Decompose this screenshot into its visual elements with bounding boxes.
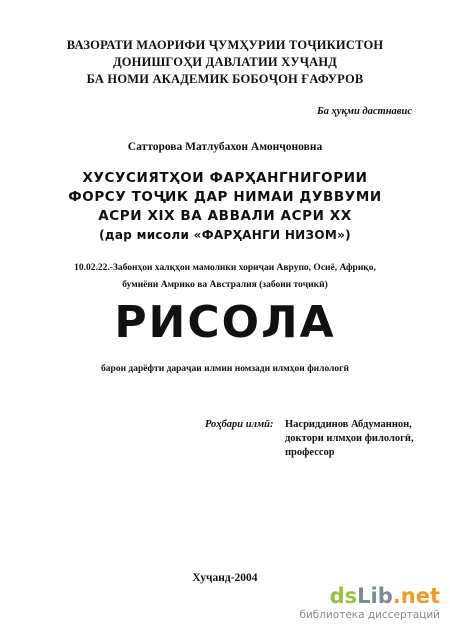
supervisor-rank: профессор <box>285 447 335 458</box>
supervisor-name: Насриддинов Абдуманнон, <box>285 419 412 430</box>
document-type-heading: РИСОЛА <box>114 297 336 348</box>
manuscript-rights-note: Ба ҳуқми дастнавис <box>317 106 412 117</box>
title-line-1: ХУСУСИЯТҲОИ ФАРҲАНГНИГОРИИ <box>82 170 368 186</box>
supervisor-title: доктори илмҳои филологӣ, <box>285 433 414 444</box>
ministry-name: ВАЗОРАТИ МАОРИФИ ҶУМҲУРИИ ТОҶИКИСТОН <box>66 38 384 52</box>
title-line-3: АСРИ XIX ВА АВВАЛИ АСРИ XX <box>98 208 352 224</box>
supervisor-label: Роҳбари илмӣ: <box>205 419 274 430</box>
university-name: ДОНИШГОҲИ ДАВЛАТИИ ХУҶАНД <box>112 55 338 69</box>
title-line-4: (дар мисоли «ФАРҲАНГИ НИЗОМ») <box>99 228 351 242</box>
university-namesake: БА НОМИ АКАДЕМИК БОБОҶОН ҒАФУРОВ <box>86 72 364 86</box>
specialty-code-line-2: бумиёни Амрико ва Австралия (забони тоҷикӣ) <box>122 280 328 290</box>
specialty-code-line-1: 10.02.22.-Забонҳои халқҳои мамолики хориҷаи Аврупо, Осиё, Африқо, <box>74 263 376 273</box>
supervisor-block <box>205 418 414 460</box>
watermark <box>299 584 440 621</box>
watermark-logo: dsLib.net <box>329 584 440 608</box>
title-line-2: ФОРСУ ТОҶИК ДАР НИМАИ ДУВВУМИ <box>68 189 382 205</box>
degree-line: барои дарёфти дараҷаи илмии номзади илмҳои филологӣ <box>101 364 349 374</box>
watermark-subtitle: библиотека диссертаций <box>299 609 440 621</box>
city-year: Хуҷанд-2004 <box>192 572 258 584</box>
author-name: Сатторова Матлубахон Амонҷоновна <box>127 141 323 153</box>
